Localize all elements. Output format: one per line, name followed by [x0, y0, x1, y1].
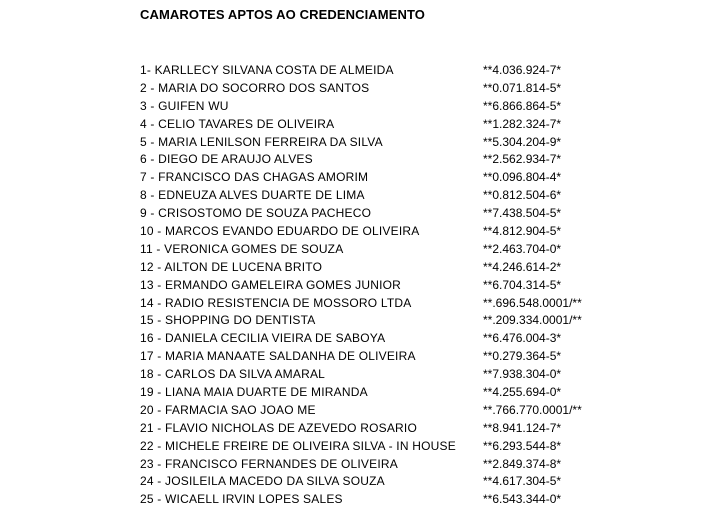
list-item-code: **7.938.304-0* [483, 367, 562, 382]
list-item [140, 385, 600, 403]
list-item-code: **2.562.934-7* [483, 152, 562, 167]
list-item [140, 135, 600, 153]
list-item [140, 367, 600, 385]
list-item-name: 17 - MARIA MANAATE SALDANHA DE OLIVEIRA [140, 349, 416, 364]
list-item-code: **1.282.324-7* [483, 116, 562, 131]
list-item [140, 170, 600, 188]
list-item-code: **8.941.124-7* [483, 420, 562, 435]
list-item-name: 10 - MARCOS EVANDO EDUARDO DE OLIVEIRA [140, 224, 420, 239]
list-item [140, 403, 600, 421]
list-item [140, 421, 600, 439]
list-item-name: 19 - LIANA MAIA DUARTE DE MIRANDA [140, 385, 368, 400]
list-item-code: **0.071.814-5* [483, 80, 562, 95]
list-item [140, 313, 600, 331]
list-item [140, 349, 600, 367]
list-item-code: **2.849.374-8* [483, 456, 562, 471]
list-item-name: 25 - WICAELL IRVIN LOPES SALES [140, 492, 343, 507]
list-item [140, 206, 600, 224]
document-title: CAMAROTES APTOS AO CREDENCIAMENTO [140, 7, 425, 22]
list-item-name: 18 - CARLOS DA SILVA AMARAL [140, 367, 326, 382]
list-item-name: 23 - FRANCISCO FERNANDES DE OLIVEIRA [140, 456, 398, 471]
list-item-code: **0.812.504-6* [483, 188, 562, 203]
list-item-code: **4.617.304-5* [483, 474, 562, 489]
list-item [140, 117, 600, 135]
list-item-name: 4 - CELIO TAVARES DE OLIVEIRA [140, 116, 335, 131]
list-item-name: 5 - MARIA LENILSON FERREIRA DA SILVA [140, 134, 383, 149]
list-item [140, 81, 600, 99]
list-item-name: 8 - EDNEUZA ALVES DUARTE DE LIMA [140, 188, 365, 203]
list-item [140, 63, 600, 81]
list-item [140, 474, 600, 492]
list-item-code: **4.246.614-2* [483, 259, 562, 274]
list-item [140, 260, 600, 278]
list-item-name: 21 - FLAVIO NICHOLAS DE AZEVEDO ROSARIO [140, 420, 417, 435]
list-item [140, 296, 600, 314]
list-item-code: **6.543.344-0* [483, 492, 562, 507]
list-item-name: 11 - VERONICA GOMES DE SOUZA [140, 241, 344, 256]
list-item-name: 24 - JOSILEILA MACEDO DA SILVA SOUZA [140, 474, 385, 489]
list-item-code: **2.463.704-0* [483, 241, 562, 256]
list-item-code: **6.866.864-5* [483, 98, 562, 113]
list-item [140, 331, 600, 349]
list-item [140, 278, 600, 296]
list-item-code: **4.036.924-7* [483, 63, 562, 77]
list-item-name: 9 - CRISOSTOMO DE SOUZA PACHECO [140, 206, 372, 221]
list-item-name: 13 - ERMANDO GAMELEIRA GOMES JUNIOR [140, 277, 402, 292]
list-item-name: 1- KARLLECY SILVANA COSTA DE ALMEIDA [140, 63, 394, 77]
list-item-code: **6.704.314-5* [483, 277, 562, 292]
list-item [140, 457, 600, 475]
list-item-code: **4.255.694-0* [483, 385, 562, 400]
list-item [140, 188, 600, 206]
list-item [140, 99, 600, 117]
list-item-code: **.209.334.0001/** [483, 313, 582, 328]
list-item-name: 2 - MARIA DO SOCORRO DOS SANTOS [140, 80, 370, 95]
list-item [140, 439, 600, 457]
list-item-name: 6 - DIEGO DE ARAUJO ALVES [140, 152, 313, 167]
list-item-name: 14 - RADIO RESISTENCIA DE MOSSORO LTDA [140, 295, 412, 310]
list-item-code: **4.812.904-5* [483, 224, 562, 239]
list-item [140, 492, 600, 510]
list-item-code: **6.293.544-8* [483, 438, 562, 453]
list-item [140, 152, 600, 170]
list-item-name: 16 - DANIELA CECILIA VIEIRA DE SABOYA [140, 331, 386, 346]
list-item-code: **0.096.804-4* [483, 170, 562, 185]
list-item-code: **0.279.364-5* [483, 349, 562, 364]
list-item-code: **7.438.504-5* [483, 206, 562, 221]
accredited-list [140, 63, 600, 510]
list-item-code: **.696.548.0001/** [483, 295, 582, 310]
list-item-code: **5.304.204-9* [483, 134, 562, 149]
list-item-name: 15 - SHOPPING DO DENTISTA [140, 313, 316, 328]
list-item [140, 242, 600, 260]
list-item-code: **.766.770.0001/** [483, 402, 582, 417]
list-item-name: 7 - FRANCISCO DAS CHAGAS AMORIM [140, 170, 369, 185]
list-item-name: 12 - AILTON DE LUCENA BRITO [140, 259, 323, 274]
list-item-name: 3 - GUIFEN WU [140, 98, 229, 113]
list-item-name: 22 - MICHELE FREIRE DE OLIVEIRA SILVA - IN HOUSE [140, 438, 456, 453]
list-item-code: **6.476.004-3* [483, 331, 562, 346]
list-item-name: 20 - FARMACIA SAO JOAO ME [140, 402, 316, 417]
list-item [140, 224, 600, 242]
